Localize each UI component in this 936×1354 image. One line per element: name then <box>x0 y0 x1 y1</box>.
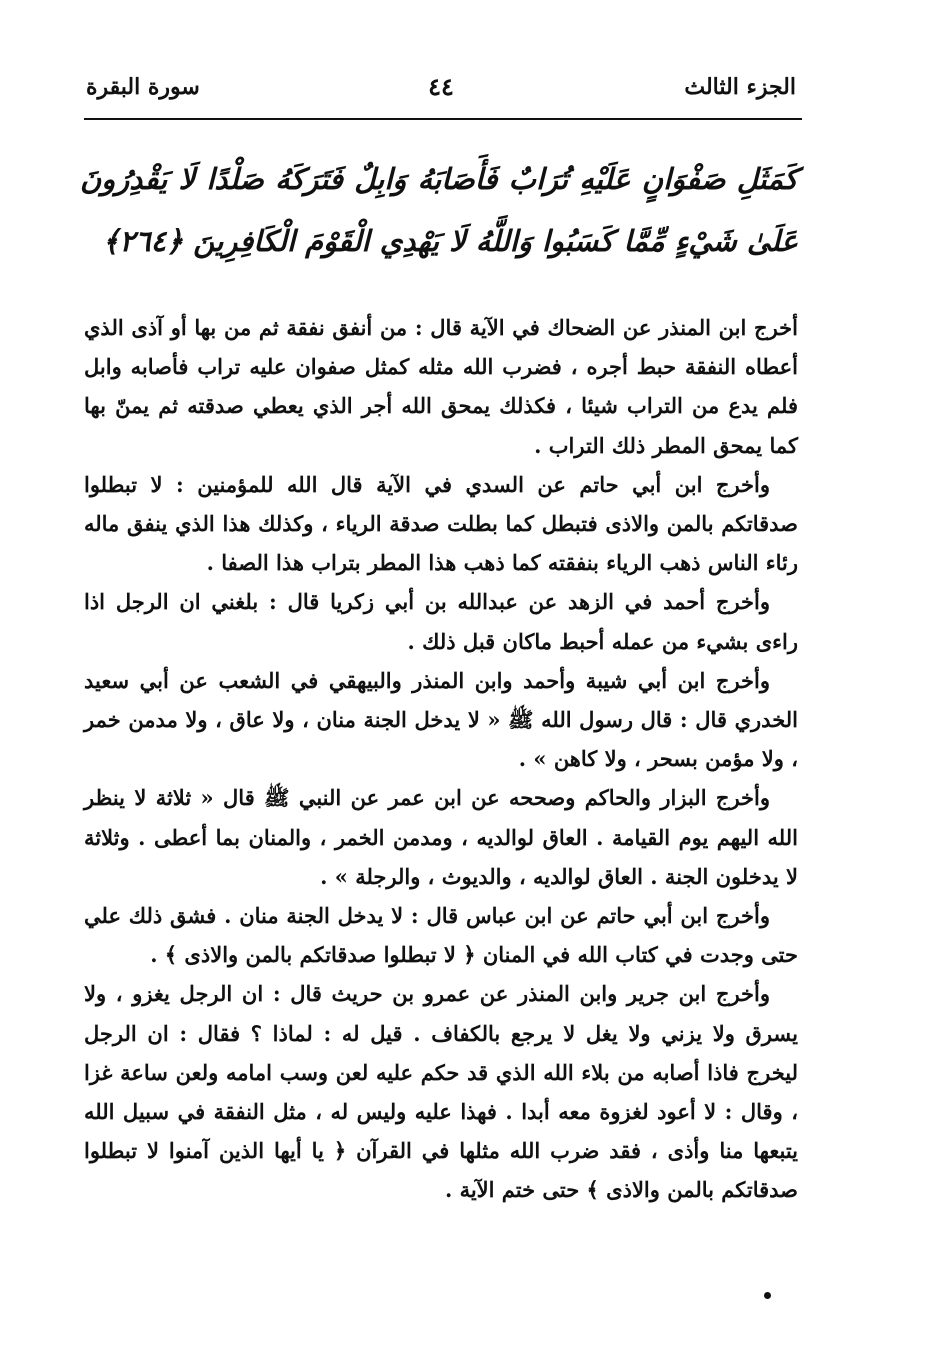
end-dot-mark <box>764 1292 771 1299</box>
paragraph: وأخرج ابن أبي حاتم عن ابن عباس قال : لا يدخل الجنة منان . فشق ذلك علي حتى وجدت في كتاب الله في المنان ﴿ لا تبطلوا صدقاتكم بالمن والاذى ﴾ . <box>84 903 798 968</box>
paragraph: وأخرج ابن جرير وابن المنذر عن عمرو بن حريث قال : ان الرجل يغزو ، ولا يسرق ولا يزني ولا يغل لا يرجع بالكفاف . قيل له : لماذا ؟ فقال : ان الرجل ليخرج فاذا أصابه من بلاء الله الذي قد حكم عليه لعن وسب امامه ولعن ساعة غزا ، وقال : لا أعود لغزوة معه أبدا . فهذا عليه وليس له ، مثل النفقة في سبيل الله يتبعها منا وأذى ، فقد ضرب الله مثلها في القرآن ﴿ يا أيها الذين آمنوا لا تبطلوا صدقاتكم بالمن والاذى ﴾ حتى ختم الآية . <box>84 981 798 1203</box>
commentary-body <box>84 308 798 1210</box>
part-title: الجزء الثالث <box>684 74 796 100</box>
surah-title: سورة البقرة <box>86 74 200 100</box>
paragraph: وأخرج ابن أبي شيبة وأحمد وابن المنذر والبيهقي في الشعب عن أبي سعيد الخدري قال : قال رسول الله ﷺ « لا يدخل الجنة منان ، ولا عاق ، ولا مدمن خمر ، ولا مؤمن بسحر ، ولا كاهن » . <box>84 667 798 772</box>
quran-verse: كَمَثَلِ صَفْوَانٍ عَلَيْهِ تُرَابٌ فَأَصَابَهُ وَابِلٌ فَتَرَكَهُ صَلْدًا لَا يَقْدِرُونَ عَلَىٰ شَيْءٍ مِّمَّا كَسَبُوا وَاللَّهُ لَا يَهْدِي الْقَوْمَ الْكَافِرِينَ ﴿٢٦٤﴾ <box>80 162 798 258</box>
page-number: ٤٤ <box>428 72 454 101</box>
header-divider <box>84 118 802 120</box>
paragraph: أخرج ابن المنذر عن الضحاك في الآية قال : من أنفق نفقة ثم من بها أو آذى الذي أعطاه النفقة حبط أجره ، فضرب الله مثله كمثل صفوان عليه تراب فأصابه وابل فلم يدع من التراب شيئا ، فكذلك يمحق الله أجر الذي يعطي صدقته ثم يمنّ بها كما يمحق المطر ذلك التراب . <box>84 315 798 458</box>
paragraph: وأخرج أحمد في الزهد عن عبدالله بن أبي زكريا قال : بلغني ان الرجل اذا راءى بشيء من عمله أحبط ماكان قبل ذلك . <box>84 589 798 654</box>
page-header <box>86 70 796 110</box>
paragraph: وأخرج البزار والحاكم وصححه عن ابن عمر عن النبي ﷺ قال « ثلاثة لا ينظر الله اليهم يوم القيامة . العاق لوالديه ، ومدمن الخمر ، والمنان بما أعطى . وثلاثة لا يدخلون الجنة . العاق لوالديه ، والديوث ، والرجلة » . <box>84 785 798 889</box>
paragraph: وأخرج ابن أبي حاتم عن السدي في الآية قال الله للمؤمنين : لا تبطلوا صدقاتكم بالمن والاذى فتبطل كما بطلت صدقة الرياء ، وكذلك هذا الذي ينفق ماله رئاء الناس ذهب الرياء بنفقته كما ذهب هذا المطر بتراب هذا الصفا . <box>84 471 798 576</box>
